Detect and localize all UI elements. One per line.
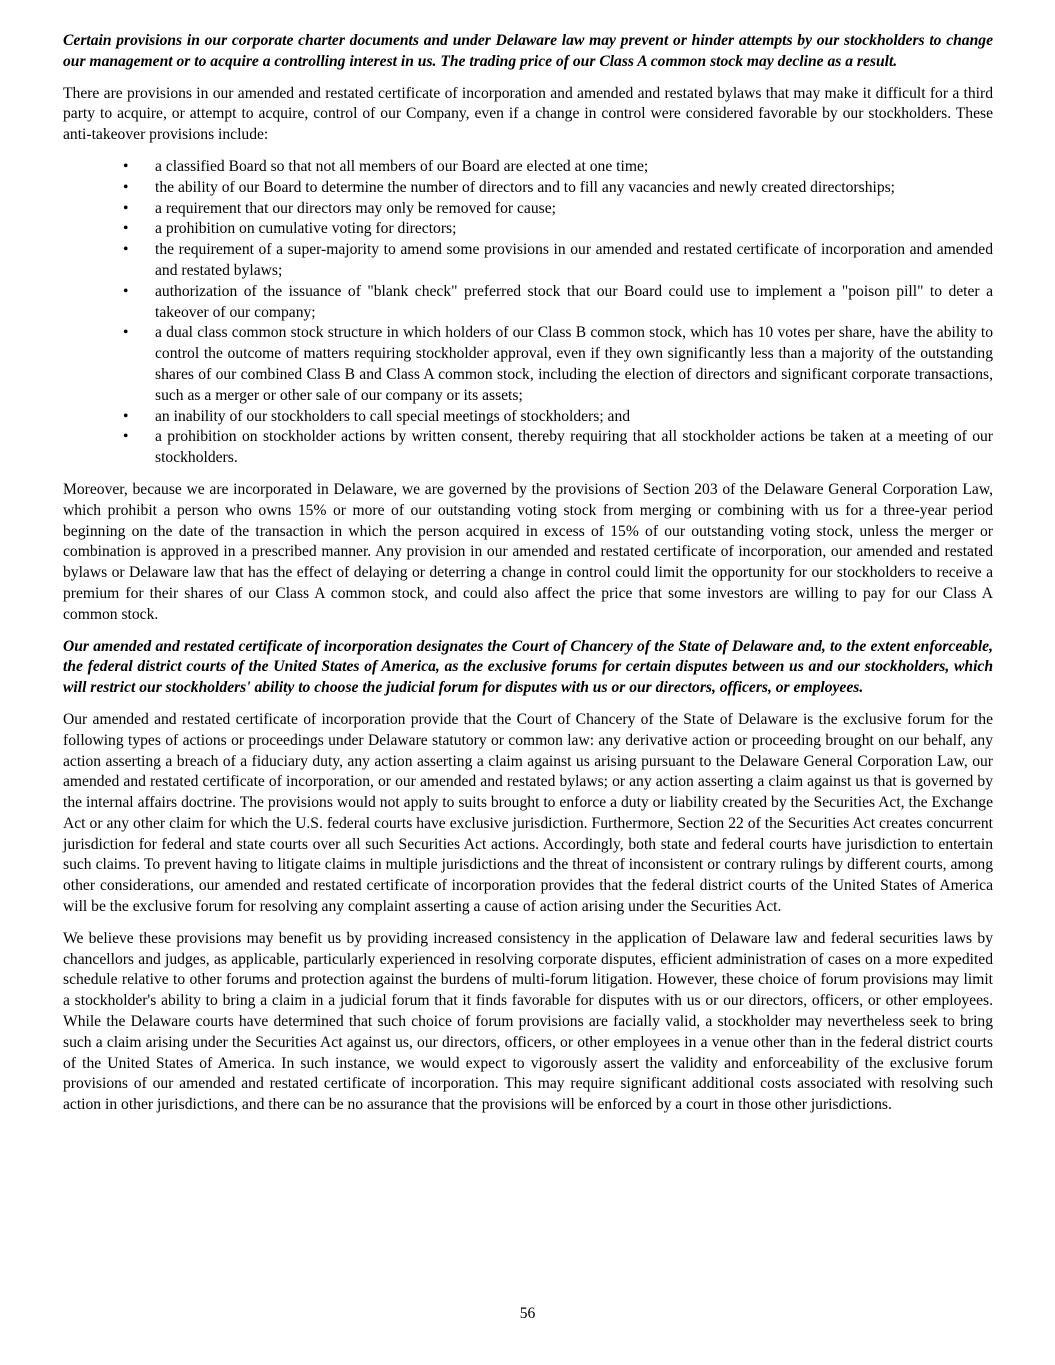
- bullet-icon: •: [123, 324, 129, 342]
- bullet-icon: •: [123, 282, 129, 300]
- list-item-text: a prohibition on cumulative voting for directors;: [155, 220, 457, 238]
- list-item-text: a requirement that our directors may only be removed for cause;: [155, 199, 556, 217]
- bullet-icon: •: [123, 407, 129, 425]
- list-item: [63, 427, 993, 469]
- list-item: [63, 178, 993, 199]
- document-page: [63, 31, 993, 1116]
- list-item: [63, 407, 993, 428]
- bullet-icon: •: [123, 178, 129, 196]
- list-item: [63, 219, 993, 240]
- list-item: [63, 157, 993, 178]
- list-item: [63, 199, 993, 220]
- bullet-icon: •: [123, 241, 129, 259]
- list-item-text: a dual class common stock structure in which holders of our Class B common stock, which has 10 votes per share, have the ability to control the outcome of matters requiring stockholder approval, even if they own significantly less than a majority of the outstanding shares of our combined Class B and Class A common stock, including the election of directors and significant corporate transactions, such as a merger or other sale of our company or its assets;: [155, 324, 993, 404]
- bullet-icon: •: [123, 199, 129, 217]
- list-item-text: the ability of our Board to determine the number of directors and to fill any vacancies and newly created directorships;: [155, 178, 896, 196]
- list-item: [63, 240, 993, 282]
- intro-paragraph: There are provisions in our amended and restated certificate of incorporation and amended and restated bylaws that may make it difficult for a third party to acquire, or attempt to acquire, control of our Company, even if a change in control were considered favorable by our stockholders. These anti-takeover provisions include:: [63, 84, 993, 144]
- list-item-text: an inability of our stockholders to call special meetings of stockholders; and: [155, 407, 631, 425]
- list-item-text: authorization of the issuance of "blank check" preferred stock that our Board could use to implement a "poison pill" to deter a takeover of our company;: [155, 282, 993, 321]
- section-anti-takeover: [63, 31, 993, 626]
- anti-takeover-provisions-list: [63, 157, 993, 469]
- section-heading-exclusive-forum: Our amended and restated certificate of incorporation designates the Court of Chancery of the State of Delaware and, to the extent enforceable, the federal district courts of the United States of America, as the exclusive forums for certain disputes between us and our stockholders, which will restrict our stockholders' ability to choose the judicial forum for disputes with us or our directors, officers, or employees.: [63, 637, 993, 697]
- list-item: [63, 323, 993, 406]
- page-number: 56: [519, 1305, 536, 1322]
- forum-benefits-paragraph: We believe these provisions may benefit us by providing increased consistency in the application of Delaware law and federal securities laws by chancellors and judges, as applicable, particularly experienced in resolving corporate disputes, efficient administration of cases on a more expedited schedule relative to other forums and protection against the burdens of multi-forum litigation. However, these choice of forum provisions may limit a stockholder's ability to bring a claim in a judicial forum that it finds favorable for disputes with us or our directors, officers, or other employees. While the Delaware courts have determined that such choice of forum provisions are facially valid, a stockholder may nevertheless seek to bring such a claim arising under the Securities Act against us, our directors, officers, or other employees in a venue other than in the federal district courts of the United States of America. In such instance, we would expect to vigorously assert the validity and enforceability of the exclusive forum provisions of our amended and restated certificate of incorporation. This may require significant additional costs associated with resolving such action in other jurisdictions, and there can be no assurance that the provisions will be enforced by a court in those other jurisdictions.: [63, 929, 993, 1114]
- exclusive-forum-paragraph: Our amended and restated certificate of incorporation provide that the Court of Chancery of the State of Delaware is the exclusive forum for the following types of actions or proceedings under Delaware statutory or common law: any derivative action or proceeding brought on our behalf, any action asserting a breach of a fiduciary duty, any action asserting a claim against us arising pursuant to the Delaware General Corporation Law, our amended and restated certificate of incorporation, or our amended and restated bylaws; or any action asserting a claim against us that is governed by the internal affairs doctrine. The provisions would not apply to suits brought to enforce a duty or liability created by the Securities Act, the Exchange Act or any other claim for which the U.S. federal courts have exclusive jurisdiction. Furthermore, Section 22 of the Securities Act creates concurrent jurisdiction for federal and state courts over all such Securities Act actions. Accordingly, both state and federal courts have jurisdiction to entertain such claims. To prevent having to litigate claims in multiple jurisdictions and the threat of inconsistent or contrary rulings by different courts, among other considerations, our amended and restated certificate of incorporation provides that the federal district courts of the United States of America will be the exclusive forum for resolving any complaint asserting a cause of action arising under the Securities Act.: [63, 710, 993, 916]
- bullet-icon: •: [123, 428, 129, 446]
- bullet-icon: •: [123, 220, 129, 238]
- bullet-icon: •: [123, 157, 129, 175]
- list-item-text: the requirement of a super-majority to amend some provisions in our amended and restated certificate of incorporation and amended and restated bylaws;: [155, 241, 993, 279]
- list-item: [63, 282, 993, 324]
- section-exclusive-forum: [63, 637, 993, 1117]
- section-heading-anti-takeover: Certain provisions in our corporate charter documents and under Delaware law may prevent or hinder attempts by our stockholders to change our management or to acquire a controlling interest in us. The trading price of our Class A common stock may decline as a result.: [63, 32, 993, 70]
- delaware-section-203-paragraph: Moreover, because we are incorporated in Delaware, we are governed by the provisions of Section 203 of the Delaware General Corporation Law, which prohibit a person who owns 15% or more of our outstanding voting stock from merging or combining with us for a three-year period beginning on the date of the transaction in which the person acquired in excess of 15% of our outstanding voting stock, unless the merger or combination is approved in a prescribed manner. Any provision in our amended and restated certificate of incorporation, our amended and restated bylaws or Delaware law that has the effect of delaying or deterring a change in control could limit the opportunity for our stockholders to receive a premium for their shares of our Class A common stock, and could also affect the price that some investors are willing to pay for our Class A common stock.: [63, 480, 993, 623]
- list-item-text: a classified Board so that not all members of our Board are elected at one time;: [155, 157, 649, 175]
- list-item-text: a prohibition on stockholder actions by written consent, thereby requiring that all stockholder actions be taken at a meeting of our stockholders.: [155, 428, 993, 467]
